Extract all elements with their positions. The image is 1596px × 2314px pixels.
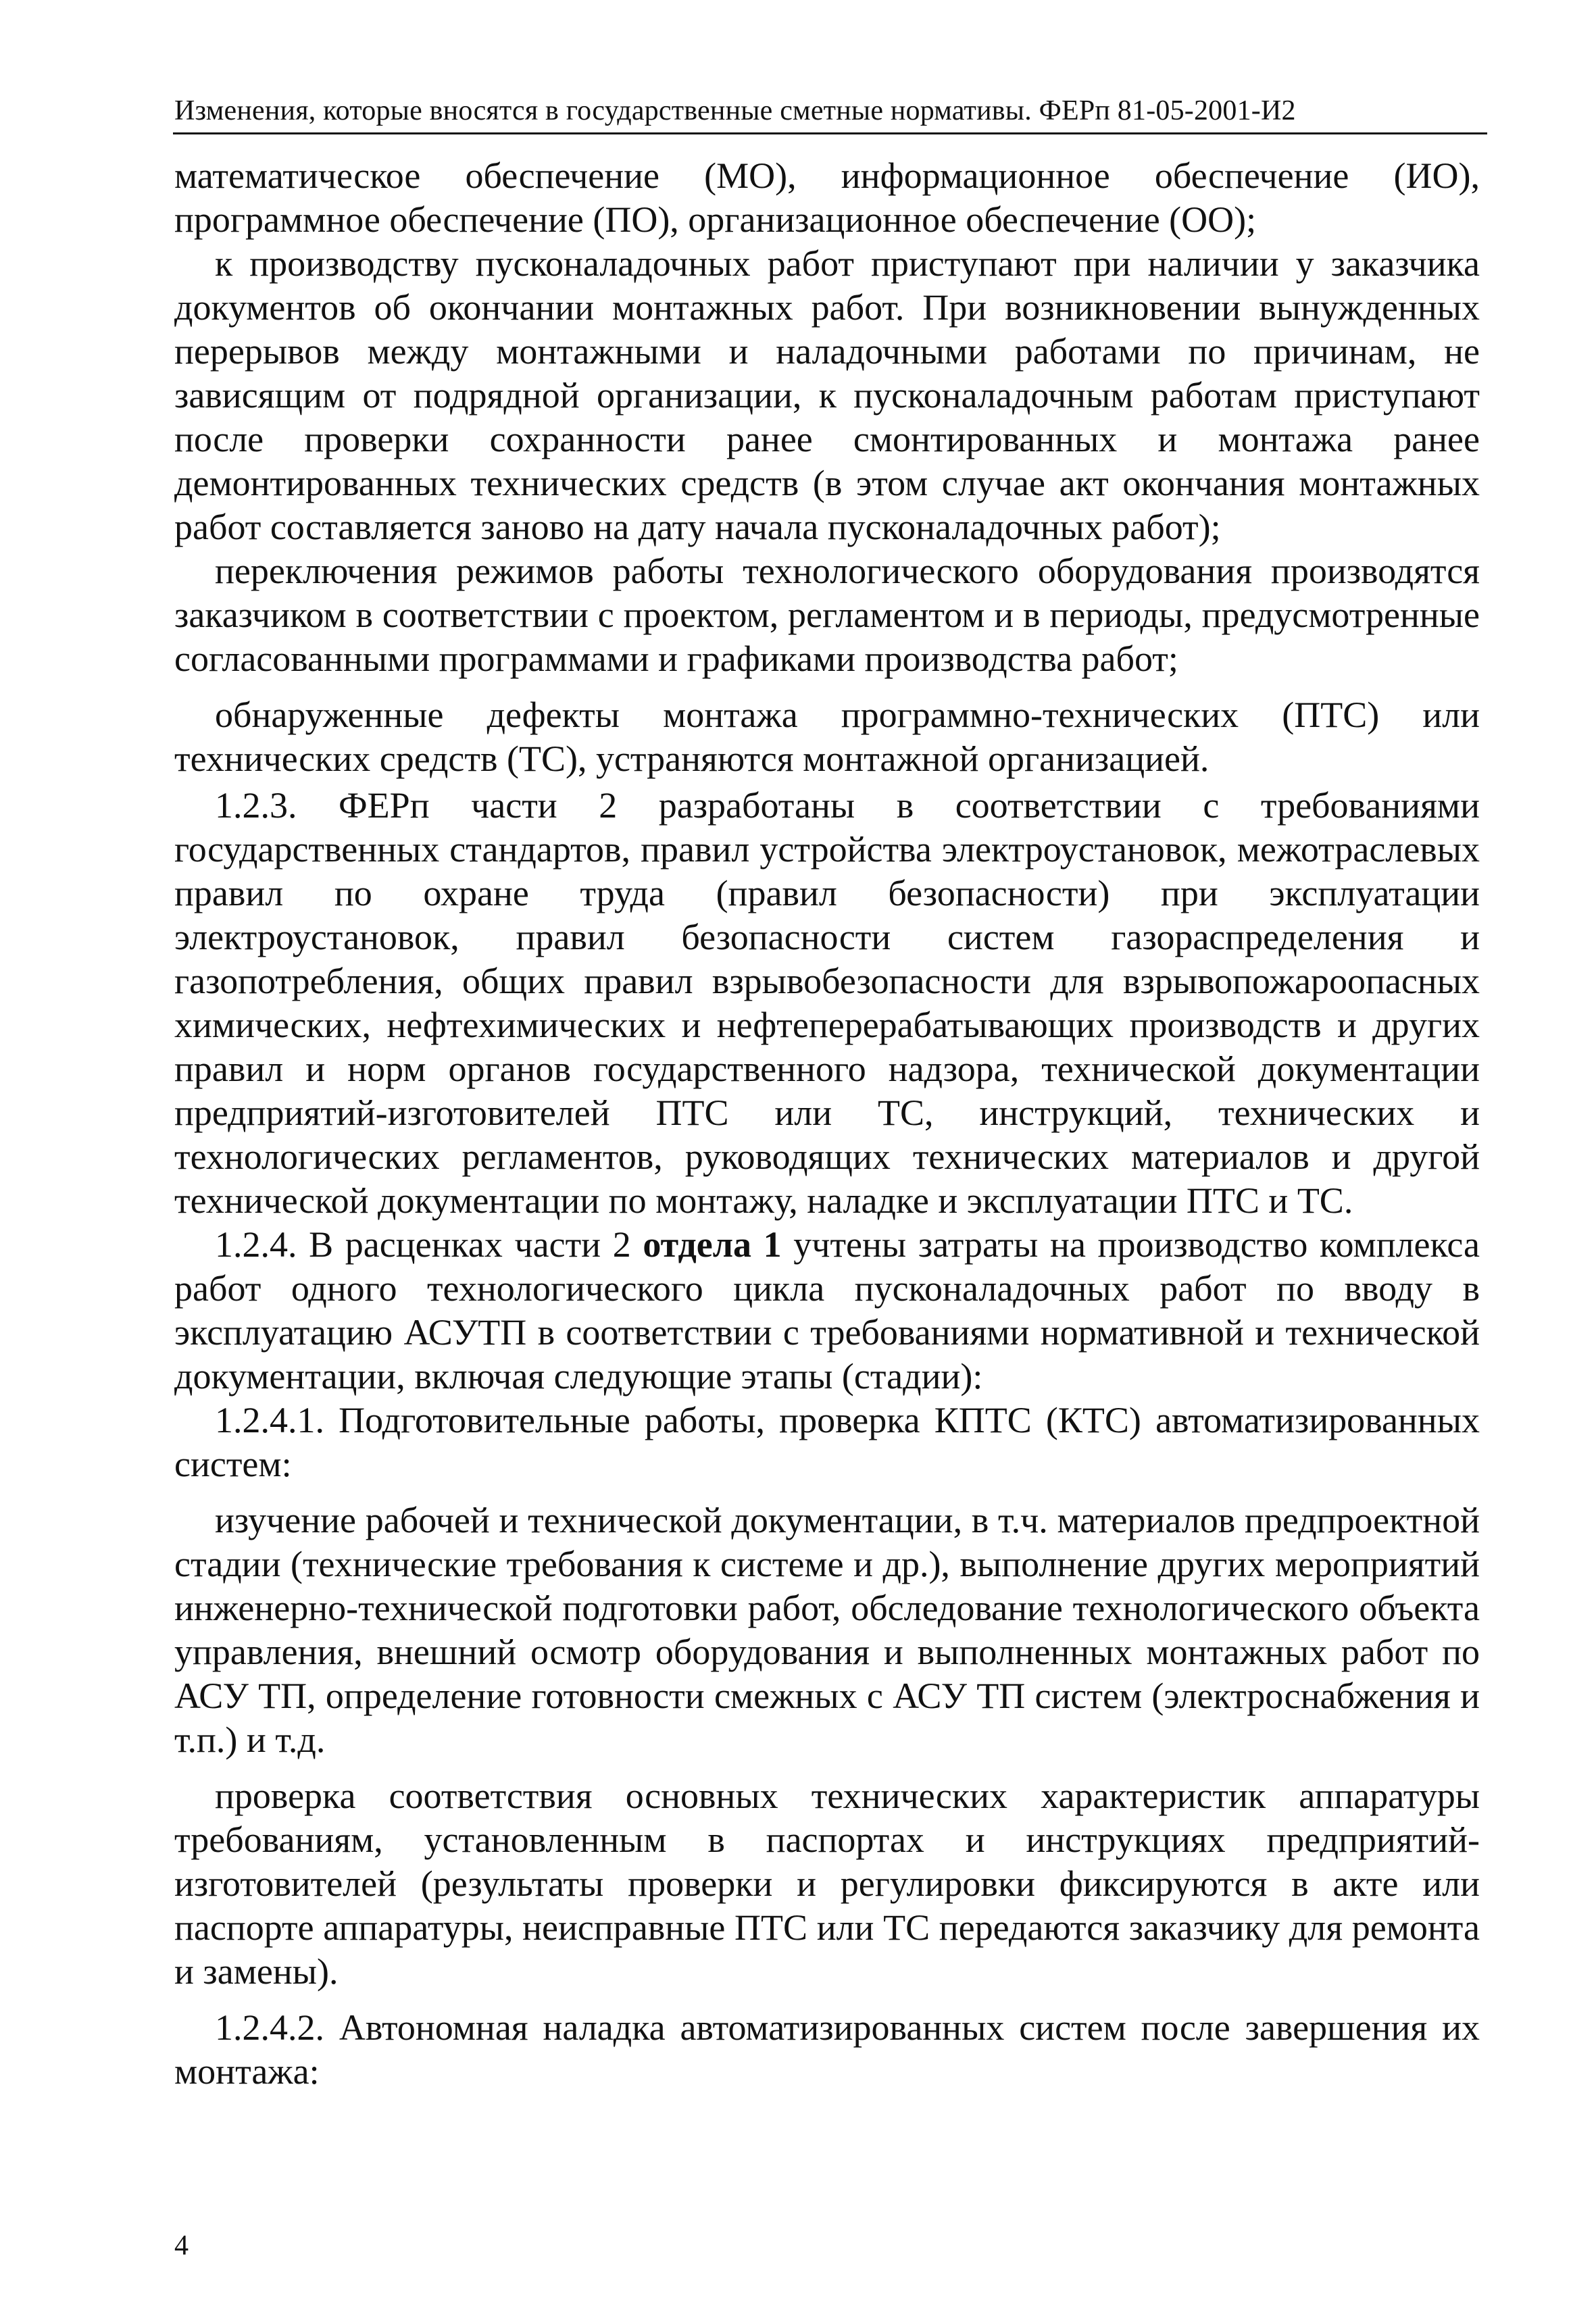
paragraph-1-2-4-lead: 1.2.4. В расценках части 2 (215, 1224, 643, 1265)
page-number: 4 (174, 2230, 189, 2261)
header-divider (173, 132, 1487, 134)
paragraph-1-2-3: 1.2.3. ФЕРп части 2 разработаны в соответствии с требованиями государственных стандартов, правил устройства электроустановок, межотраслевых правил по охране труда (правил безопасности) при эксплуатации электроустановок, правил безопасности систем газораспределения и газопотребления, общих правил взрывобезопасности для взрывопожароопасных химических, нефтехимических и нефтеперерабатывающих производств и других правил и норм органов государственного надзора, технической документации предприятий-изготовителей ПТС или ТС, инструкций, технических и технологических регламентов, руководящих технических материалов и другой технической документации по монтажу, наладке и эксплуатации ПТС и ТС. (174, 785, 1480, 1221)
paragraph-document-study: изучение рабочей и технической документации, в т.ч. материалов предпроектной стадии (технические требования к системе и др.), выполнение других мероприятий инженерно-технической подготовки работ, обследование технологического объекта управления, внешний осмотр оборудования и выполненных монтажных работ по АСУ ТП, определение готовности смежных с АСУ ТП систем (электроснабжения и т.п.) и т.д. (174, 1500, 1480, 1760)
document-body (174, 154, 1480, 2094)
paragraph-1-2-4 (174, 1223, 1480, 1399)
running-header: Изменения, которые вносятся в государственные сметные нормативы. ФЕРп 81-05-2001-И2 (174, 95, 1296, 126)
paragraph-software-types: математическое обеспечение (МО), информационное обеспечение (ИО), программное обеспечение (ПО), организационное обеспечение (ОО); (174, 155, 1480, 240)
paragraph-1-2-4-2: 1.2.4.2. Автономная наладка автоматизированных систем после завершения их монтажа: (174, 2007, 1480, 2092)
paragraph-1-2-4-rest: учтены затраты на производство комплекса работ одного технологического цикла пусконаладочных работ по вводу в эксплуатацию АСУТП в соответствии с требованиями нормативной и технической документации, включая следующие этапы (стадии): (174, 1224, 1480, 1397)
paragraph-equipment-check: проверка соответствия основных технических характеристик аппаратуры требованиям, установленным в паспортах и инструкциях предприятий-изготовителей (результаты проверки и регулировки фиксируются в акте или паспорте аппаратуры, неисправные ПТС или ТС передаются заказчику для ремонта и замены). (174, 1776, 1480, 1992)
paragraph-mode-switching: переключения режимов работы технологического оборудования производятся заказчиком в соответствии с проектом, регламентом и в периоды, предусмотренные согласованными программами и графиками производства работ; (174, 551, 1480, 679)
paragraph-1-2-4-1: 1.2.4.1. Подготовительные работы, проверка КПТС (КТС) автоматизированных систем: (174, 1400, 1480, 1484)
paragraph-commissioning-start: к производству пусконаладочных работ приступают при наличии у заказчика документов об окончании монтажных работ. При возникновении вынужденных перерывов между монтажными и наладочными работами по причинам, не зависящим от подрядной организации, к пусконаладочным работам приступают после проверки сохранности ранее смонтированных и монтажа ранее демонтированных технических средств (в этом случае акт окончания монтажных работ составляется заново на дату начала пусконаладочных работ); (174, 243, 1480, 547)
paragraph-defects: обнаруженные дефекты монтажа программно-технических (ПТС) или технических средств (ТС), устраняются монтажной организацией. (174, 695, 1480, 779)
paragraph-1-2-4-bold: отдела 1 (643, 1224, 782, 1265)
